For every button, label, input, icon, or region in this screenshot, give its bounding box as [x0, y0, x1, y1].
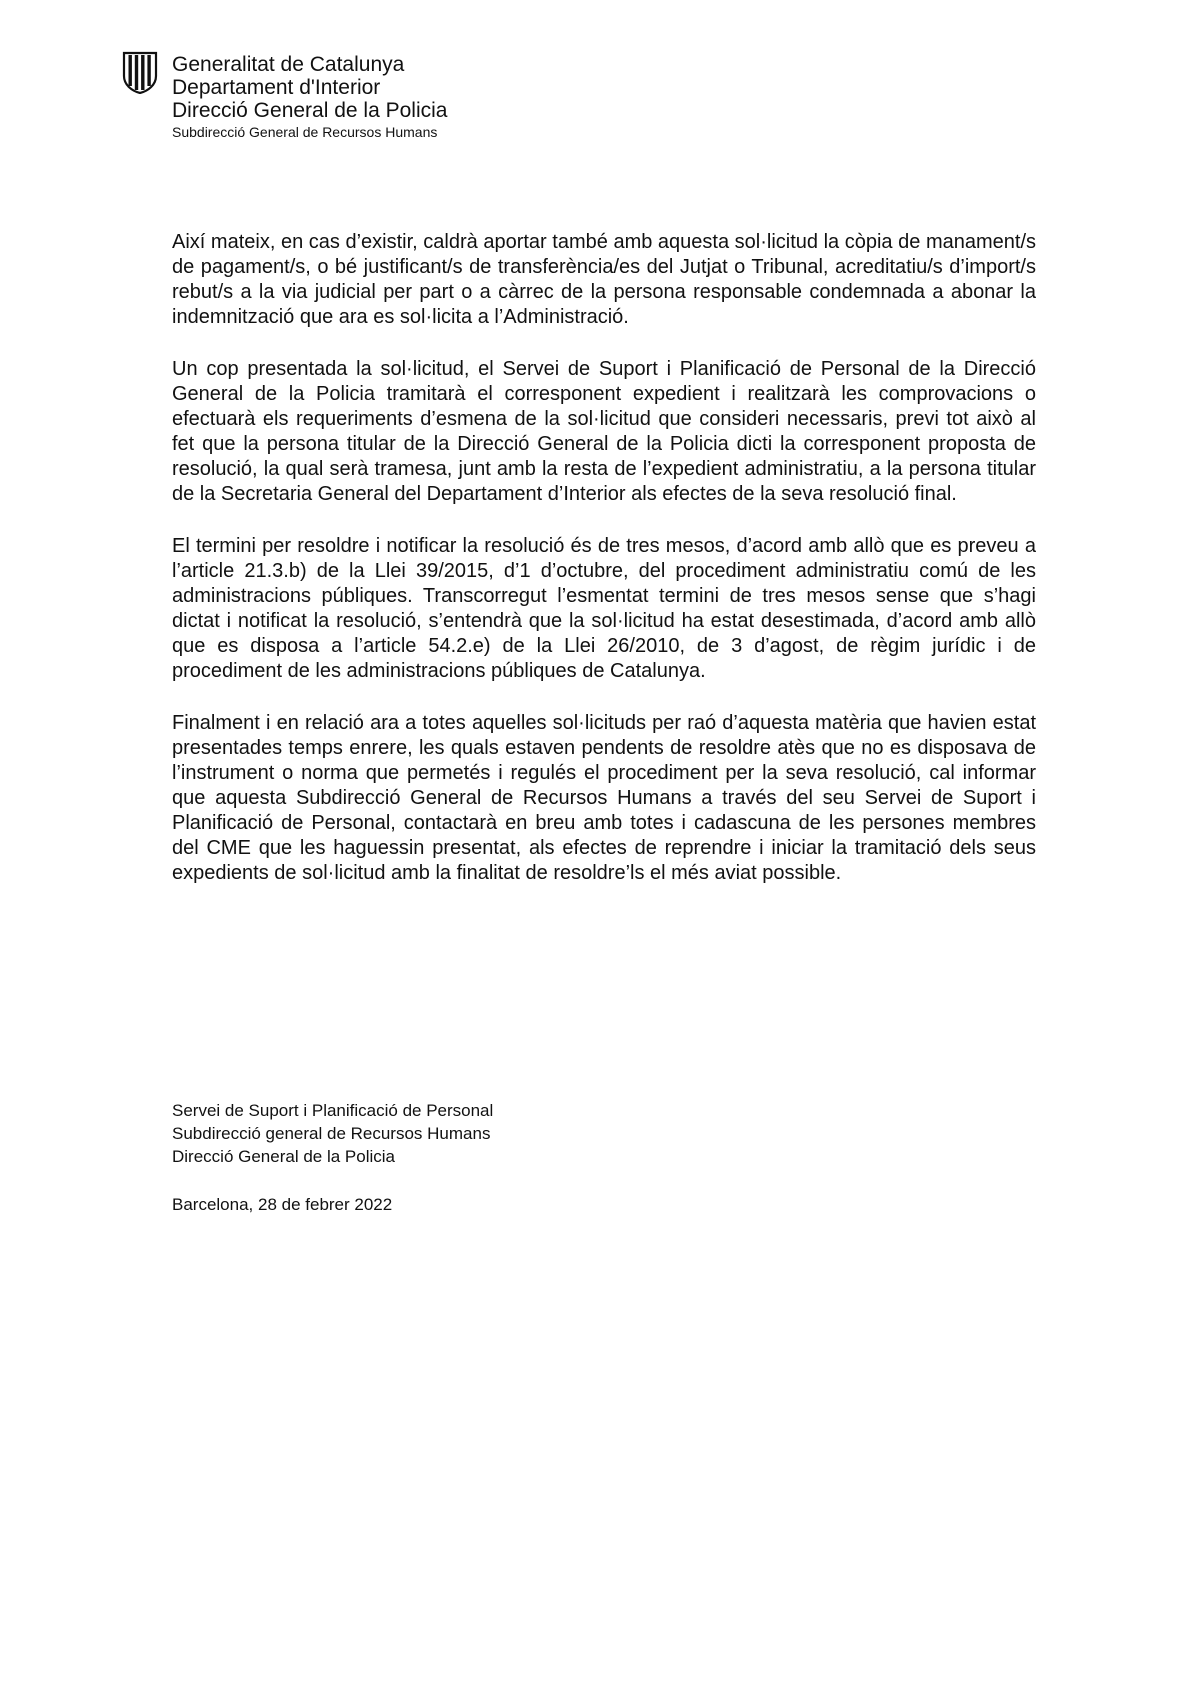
- signature-line-service: Servei de Suport i Planificació de Personal: [172, 1101, 494, 1120]
- generalitat-coat-of-arms-icon: [120, 50, 160, 94]
- org-line-government: Generalitat de Catalunya: [172, 53, 405, 76]
- org-line-subdirectorate: Subdirecció General de Recursos Humans: [172, 124, 438, 140]
- paragraph-deadline: El termini per resoldre i notificar la resolució és de tres mesos, d’acord amb allò que es preveu a l’article 21.3.b) de la Llei 39/2015, d’1 d’octubre, del procediment administratiu comú de les administracions públiques. Transcorregut l’esmentat termini de tres mesos sense que s’hagi dictat i notificat la resolució, s’entendrà que la sol·licitud ha estat desestimada, d’acord amb allò que es disposa a l’article 54.2.e) de la Llei 26/2010, de 3 d’agost, de règim jurídic i de procediment de les administracions públiques de Catalunya.: [172, 535, 1036, 682]
- organization-lines: [172, 53, 632, 142]
- signature-block: [172, 1099, 772, 1168]
- signature-line-subdirectorate: Subdirecció general de Recursos Humans: [172, 1124, 491, 1143]
- document-date: Barcelona, 28 de febrer 2022: [172, 1195, 393, 1214]
- paragraph-procedure: Un cop presentada la sol·licitud, el Servei de Suport i Planificació de Personal de la Direcció General de la Policia tramitarà el corresponent expedient i realitzarà les comprovacions o efectuarà els requeriments d’esmena de la sol·licitud que consideri necessaris, previ tot això al fet que la persona titular de la Direcció General de la Policia dicti la corresponent proposta de resolució, la qual serà tramesa, junt amb la resta de l’expedient administratiu, a la persona titular de la Secretaria General del Departament d’Interior als efectes de la seva resolució final.: [172, 358, 1036, 505]
- document-body: [172, 230, 1036, 913]
- org-line-directorate: Direcció General de la Policia: [172, 99, 448, 122]
- paragraph-pending-requests: Finalment i en relació ara a totes aquelles sol·licituds per raó d’aquesta matèria que havien estat presentades temps enrere, les quals estaven pendents de resoldre atès que no es disposava de l’instrument o norma que permetés i regulés el procediment per la seva resolució, cal informar que aquesta Subdirecció General de Recursos Humans a través del seu Servei de Suport i Planificació de Personal, contactarà en breu amb totes i cadascuna de les persones membres del CME que les haguessin presentat, als efectes de reprendre i iniciar la tramitació dels seus expedients de sol·licitud amb la finalitat de resoldre’ls el més aviat possible.: [172, 712, 1036, 884]
- paragraph-documentation: Així mateix, en cas d’existir, caldrà aportar també amb aquesta sol·licitud la còpia de manament/s de pagament/s, o bé justificant/s de transferència/es del Jutjat o Tribunal, acreditatiu/s d’import/s rebut/s a la via judicial per part o a càrrec de la persona responsable condemnada a abonar la indemnització que ara es sol·licita a l’Administració.: [172, 231, 1036, 328]
- org-line-department: Departament d'Interior: [172, 76, 381, 99]
- signature-line-directorate: Direcció General de la Policia: [172, 1147, 395, 1166]
